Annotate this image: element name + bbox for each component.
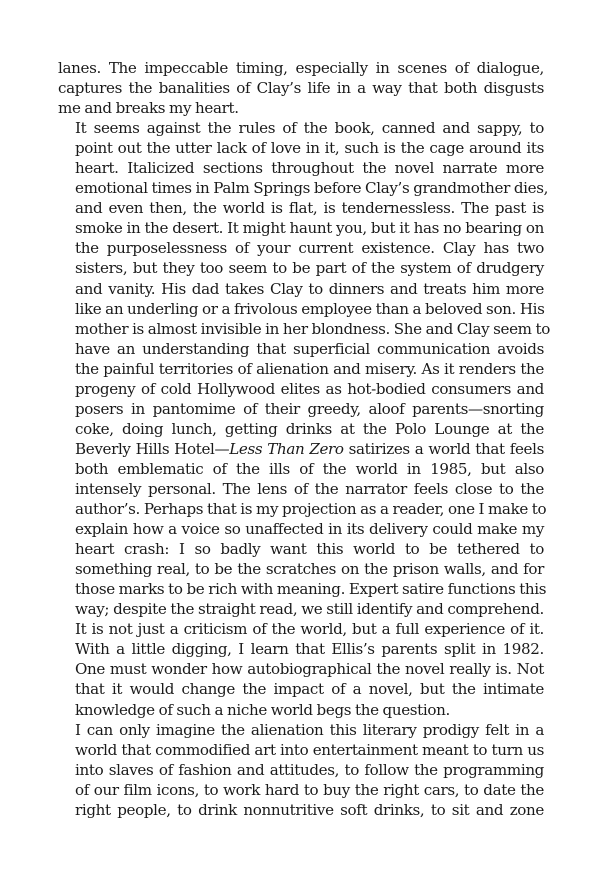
text-line: the painful territories of alienation and misery. As it renders the	[75, 359, 544, 378]
text-line: It seems against the rules of the book, canned and sappy, to	[75, 119, 544, 138]
text-line: into slaves of fashion and attitudes, to follow the programming	[75, 760, 544, 779]
text-line-with-book-title	[58, 439, 544, 459]
text-line: both emblematic of the ills of the world in 1985, but also	[75, 459, 544, 478]
text-line: I can only imagine the alienation this literary prodigy felt in a	[75, 720, 544, 739]
text-line: sisters, but they too seem to be part of the system of drudgery	[75, 259, 544, 278]
text-line: intensely personal. The lens of the narrator feels close to the	[75, 479, 544, 498]
text-line: It is not just a criticism of the world, but a full experience of it.	[75, 620, 544, 639]
text-line: those marks to be rich with meaning. Expert satire functions this	[75, 580, 547, 599]
text-line: captures the banalities of Clay’s life in a way that both disgusts	[58, 79, 544, 98]
text-line: knowledge of such a niche world begs the question.	[75, 700, 450, 719]
book-page	[58, 58, 550, 820]
text-line: world that commodified art into entertainment meant to turn us	[75, 740, 544, 759]
text-line: something real, to be the scratches on the prison walls, and for	[75, 560, 544, 579]
text-fragment: Beverly Hills Hotel—	[75, 439, 230, 458]
book-title: Less Than Zero	[229, 439, 344, 458]
text-line: emotional times in Palm Springs before Clay’s grandmother dies,	[75, 179, 549, 198]
text-line: and vanity. His dad takes Clay to dinners and treats him more	[75, 279, 544, 298]
paragraph-3	[58, 720, 544, 820]
text-line: and even then, the world is flat, is tendernessless. The past is	[75, 199, 544, 218]
paragraph-2	[58, 118, 550, 719]
text-line: heart. Italicized sections throughout the novel narrate more	[75, 159, 544, 178]
text-fragment: satirizes a world that feels	[343, 439, 544, 458]
text-line: way; despite the straight read, we still identify and comprehend.	[75, 600, 544, 619]
text-line: One must wonder how autobiographical the novel really is. Not	[75, 660, 544, 679]
text-line: author’s. Perhaps that is my projection as a reader, one I make to	[75, 500, 547, 519]
text-line: right people, to drink nonnutritive soft drinks, to sit and zone	[75, 800, 544, 819]
text-line: smoke in the desert. It might haunt you, but it has no bearing on	[75, 219, 544, 238]
text-line: posers in pantomime of their greedy, aloof parents—snorting	[75, 399, 544, 418]
text-line: that it would change the impact of a novel, but the intimate	[75, 680, 544, 699]
paragraph-1	[58, 58, 544, 118]
text-line: heart crash: I so badly want this world to be tethered to	[75, 540, 544, 559]
text-line: me and breaks my heart.	[58, 99, 239, 118]
text-line: of our film icons, to work hard to buy the right cars, to date the	[75, 780, 544, 799]
text-line: progeny of cold Hollywood elites as hot-bodied consumers and	[75, 379, 544, 398]
text-line: explain how a voice so unaffected in its delivery could make my	[75, 520, 544, 539]
text-line: point out the utter lack of love in it, such is the cage around its	[75, 139, 544, 158]
text-line: coke, doing lunch, getting drinks at the Polo Lounge at the	[75, 419, 544, 438]
text-line: mother is almost invisible in her blondness. She and Clay seem to	[75, 319, 550, 338]
text-line: lanes. The impeccable timing, especially in scenes of dialogue,	[58, 59, 544, 77]
text-line: have an understanding that superficial communication avoids	[75, 339, 544, 358]
text-line: like an underling or a frivolous employee than a beloved son. His	[75, 299, 545, 318]
text-line: the purposelessness of your current existence. Clay has two	[75, 239, 544, 258]
text-line: With a little digging, I learn that Ellis’s parents split in 1982.	[75, 640, 544, 659]
